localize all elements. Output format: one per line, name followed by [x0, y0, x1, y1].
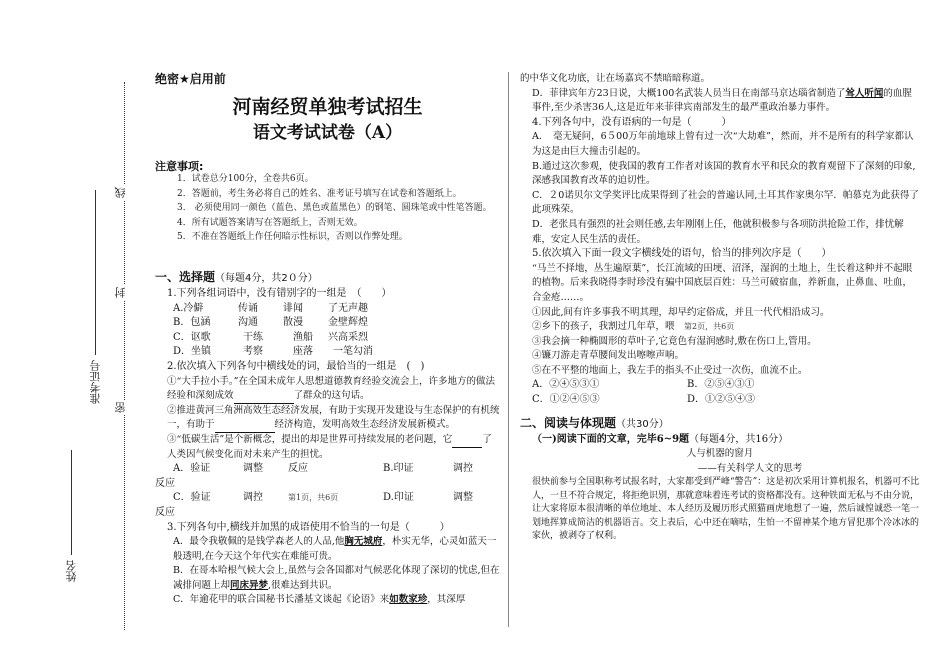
- name-label: 姓名: [65, 560, 78, 582]
- q3-continued: [520, 72, 920, 544]
- notice-item: 1．试卷总分100分，全卷共6页。: [177, 174, 314, 184]
- page-footer-2: 第2页，共6页: [684, 322, 735, 332]
- q2-blank-2[interactable]: [215, 422, 275, 433]
- q1-option-d[interactable]: D．坐镇 考察 座落 一笔勾消: [173, 346, 373, 358]
- q1-option-b[interactable]: B．包涵 沟通 散漫 金壁辉煌: [173, 317, 368, 329]
- column-divider: [508, 72, 509, 627]
- q3-option-a[interactable]: A．最令我敬佩的是钱学森老人的人品,他胸无城府，朴实无华，心灵如蓝天一般透明,在今天这个年代实在难能可贵。: [173, 536, 497, 562]
- q5-sentence-1: ①因此,间有许多事我不明其理，却早约定俗成，并且一代代相沿成习。: [532, 306, 830, 318]
- line-mark: 线: [114, 187, 127, 198]
- reading-subheading: （一)阅读下面的文章，完毕6~9题（每题4分，共16分）: [532, 433, 789, 445]
- exam-id-field[interactable]: [95, 190, 96, 355]
- q2-option-d-tail: 反应: [155, 506, 175, 518]
- q4-option-b[interactable]: B.通过这次参观，使我国的教育工作者对该国的教育水平和民众的教育观留下了深刻的印象,深感我国教育改革的迫切性。: [532, 160, 916, 187]
- q2-blank-1[interactable]: [234, 393, 294, 404]
- notice-list: [177, 172, 492, 245]
- q3-option-d[interactable]: D．菲律宾年方23日说，大概100名武装人员当日在南部马京达瑙省制造了耸人听闻的血腥事件,至少杀害36人,这是近年来菲律宾南部发生的最严重政治暴力事件。: [532, 87, 912, 114]
- notice-item: 4．所有试题答案请写在答题纸上，否则无效。: [177, 217, 363, 228]
- q2-blank-3[interactable]: [452, 437, 482, 448]
- secret-mark: 绝密★启用前: [155, 72, 226, 86]
- q3-option-c[interactable]: C．年逾花甲的联合国秘书长潘基文谈起《论语》来如数家珍，其深厚: [173, 594, 466, 606]
- q4-option-d[interactable]: D．老张具有强烈的社会则任感,去年刚刚上任，他就积极参与各项防洪抢险工作，排忧解难，安定人民生活的责任。: [532, 218, 904, 245]
- section-choice: [155, 268, 500, 608]
- q5-intro: “马兰不择地，丛生遍原葉”，长江流域的田埂、沼泽，湿润的土地上，生长着这种并不起眼的植物。后来我晓得李时珍没有骗中国底层百姓：马兰可破宿血，养新血，止鼻血、吐血，合金疮……。: [532, 262, 913, 303]
- q3-option-c-tail: 的中华文化功底，让在场嘉宾不禁暗暗称道。: [520, 73, 711, 84]
- section-heading: 一、选择题（每题4分，共2０分）: [155, 270, 318, 284]
- q5-sentence-3: ③我会摘一种椭圆形的草叶子,它竟色有湿润感时,敷在伤口上,管用。: [532, 335, 817, 347]
- q2-options-ab[interactable]: A．验证 调整 反应 B.印证 调控: [173, 463, 473, 475]
- q4-option-a[interactable]: A． 毫无疑问，6５00万年前地球上曾有过一次“大劫难”，然而，并不是所有的科学家都认为这是由巨大撞击引起的。: [532, 131, 914, 157]
- fold-mark: 封: [114, 287, 127, 298]
- notice-heading: 注意事项:: [155, 160, 204, 173]
- q5-options-ab[interactable]: A．②④⑤③① B．②⑤④③①: [532, 379, 755, 391]
- q2-sentence-2: ②推进黄河三角洲高效生态经济发展，有助于实现开发建设与生态保护的有机统一，有助于 经济构造，发明高效生态经济发展新模式。: [155, 404, 500, 433]
- question-4-stem: 4.下列各句中，没有语病的一句是（ ）: [532, 116, 732, 128]
- q2-sentence-3: ③“低碳生活”是个新概念，提出的却是世界可持续发展的老问题，它 了人类因气候变化而对未来产生的担忧。: [167, 433, 492, 460]
- notice-item: 5．不准在答题纸上作任何暗示性标识，否则以作弊处理。: [177, 232, 408, 243]
- notice-item: 3． 必须使用同一颜色（蓝色、黑色或蓝黑色）的钢笔、圆珠笔或中性笔答题。: [177, 203, 492, 214]
- seal-line: [124, 82, 125, 630]
- name-field[interactable]: [71, 450, 72, 555]
- q3-option-b[interactable]: B．在哥本哈根气候大会上,虽然与会各国都对气候恶化体现了深切的忧虑,但在减排问题上却同床异梦,很难达到共识。: [173, 565, 500, 591]
- section-reading-heading: 二、阅读与体现题（共30分）: [520, 415, 669, 430]
- article-body: 很快前参与全国职称考试报名时，大家都受到严峰“警告”：这是初次采用计算机报名，机器可不比人，一旦不符合规定，将拒绝识别，那就意味着连考试的资格都没有。这种铁面无私与不由分说，让大家将原本很清晰的单位地址、本人经历及履历形式照猫画虎地想了一遍，然后诚惶诚恐一笔一划地挥算成简洁的机器语言。交上表后，心中还在嘀咕，生怕一不留神某个地方冒犯那个冷冰冰的家伙，被剥夺了权利。: [532, 477, 920, 542]
- q1-option-c[interactable]: C．讴歌 干练 渔船 兴高采烈: [173, 331, 368, 343]
- q5-sentence-5: ⑤在不平整的地面上，我左手的指头不止受过一次伤，血流不止。: [532, 364, 808, 376]
- article-title: 人与机器的窗月: [686, 448, 754, 460]
- q2-option-b-tail: 反应: [155, 477, 175, 489]
- q2-options-cd[interactable]: C．验证 调控 第1页，共6页 D.印证 调整: [155, 491, 500, 506]
- q5-sentence-2: ②乡下的孩子，我割过几年草，喂 第2页，共6页: [532, 321, 735, 333]
- q5-options-cd[interactable]: C．①②④⑤③ D．①②⑤④③: [532, 394, 756, 406]
- page-footer-1: 第1页，共6页: [288, 493, 339, 503]
- q1-option-a[interactable]: A.冷僻 传诵 诽闻 了无声趣: [173, 302, 368, 314]
- exam-id-label: 准考证号: [89, 360, 102, 404]
- notice-item: 2．答题前，考生务必将自己的姓名、准考证号填写在试卷和答题纸上。: [177, 188, 462, 199]
- q4-option-c[interactable]: C．２0诺贝尔文学奖评比成果得到了社会的普遍认同,土耳其作家奥尔罕．帕慕克为此获得了此项殊荣。: [532, 189, 919, 216]
- question-2-stem: 2.依次填入下列各句中横线处的词，最恰当的一组是 ( ): [167, 360, 425, 372]
- q5-sentence-4: ④镰刀游走青草腰间发出嚓嚓声响。: [532, 350, 685, 362]
- exam-subtitle: 语文考试试卷（A）: [252, 123, 403, 143]
- exam-title: 河南经贸单独考试招生: [232, 96, 423, 118]
- binding-margin: [40, 70, 127, 630]
- question-3-stem: 3.下列各句中,横线并加黑的成语使用不恰当的一句是（ ）: [167, 521, 450, 533]
- question-5-stem: 5.依次填入下面一段文字横线处的语句，恰当的排列次序是（ ）: [532, 248, 832, 260]
- q2-sentence-1: ①“大手拉小手。”在全国未成年人思想道德教育经验交流会上，许多地方的做法经验和深刻成效 了群众的这句话。: [155, 375, 500, 404]
- question-1-stem: 1.下列各组词语中，没有错别字的一组是 （ ）: [167, 288, 392, 299]
- article-subtitle: ——有关科学人文的思考: [697, 462, 803, 474]
- seal-mark: 密: [114, 402, 127, 413]
